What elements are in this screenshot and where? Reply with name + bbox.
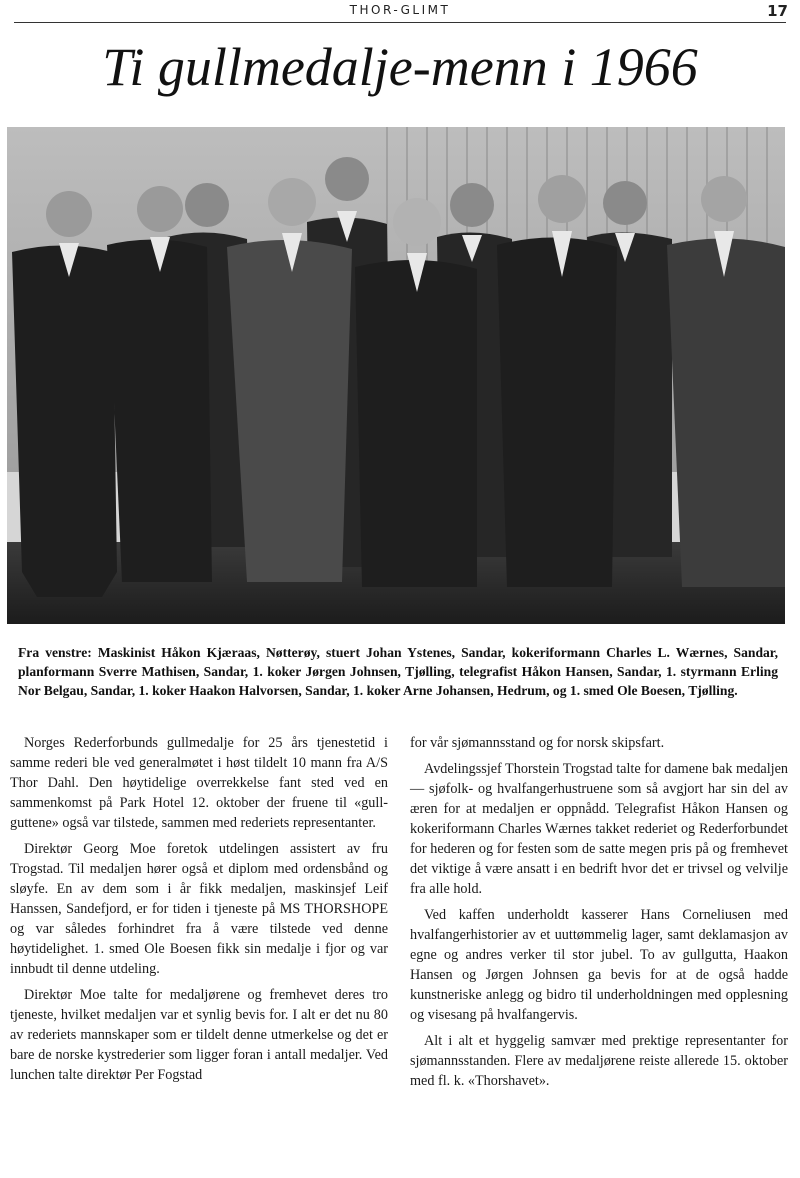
article-column-right [410,733,788,1097]
page-number: 17 [767,2,788,20]
page-header [0,0,800,24]
running-head: THOR-GLIMT [349,3,451,17]
paragraph: Avdelingssjef Thorstein Trogstad talte for damene bak medaljen — sjøfolk- og hvalfangerhustruene som så avgjort har sin del av æren for at medaljen er oppnådd. Telegrafist Håkon Hansen og kokeriformann Charles Wærnes takket rederiet og Rederforbundet for hederen og for festen som de satte megen pris på og fremhevet det viktige å være ansatt i en bedrift hvor det er trivsel og velvilje fra alle hold. [410,761,788,897]
paragraph-continuation: for vår sjømannsstand og for norsk skipsfart. [410,735,665,751]
group-photo [7,127,785,624]
paragraph: Direktør Moe talte for medaljørene og fremhevet deres tro tjeneste, hvilket medaljen var et synlig bevis for. I alt er det nu 80 av rederiets mannskaper som er tildelt denne utmerkelse og det er bare de norske kystrederier som ligger foran i antall medaljer. Ved lunchen talte direktør Per Fogstad [10,987,388,1083]
group-photo-icon [7,127,785,624]
article-title: Ti gullmedalje-menn i 1966 [102,37,698,97]
paragraph: Alt i alt et hyggelig samvær med prektige representanter for sjømannsstanden. Flere av medaljørene reiste allerede 15. oktober med fl. k. «Thorshavet». [410,1033,788,1089]
photo-caption: Fra venstre: Maskinist Håkon Kjæraas, Nøtterøy, stuert Johan Ystenes, Sandar, kokeriformann Charles L. Wærnes, Sandar, planformann Sverre Mathisen, Sandar, 1. koker Jørgen Johnsen, Tjølling, telegrafist Håkon Hansen, Sandar, 1. styrmann Erling Nor Belgau, Sandar, 1. koker Haakon Halvorsen, Sandar, 1. koker Arne Johansen, Hedrum, og 1. smed Ole Boesen, Tjølling. [18,645,778,698]
header-rule [14,22,786,23]
paragraph: Norges Rederforbunds gullmedalje for 25 års tjenestetid i samme rederi ble ved generalmøtet i høst tildelt 10 mann fra A/S Thor Dahl. Den høytidelige overrekkelse fant sted ved en sammenkomst på Park Hotel 12. oktober der fruene til «gull-guttene» også var tilstede, sammen med rederiets representanter. [10,735,388,831]
paragraph: Direktør Georg Moe foretok utdelingen assistert av fru Trogstad. Til medaljen hører også et diplom med ordensbånd og sløyfe. En av dem som i år fikk medaljen, maskinsjef Leif Hanssen, Sandefjord, er for tiden i tjeneste på MS THORSHOPE og var således forhindret fra å være tilstede ved denne høytidelighet. 1. smed Ole Boesen fikk sin medalje i fjor og var innbudt til denne utdeling. [10,841,388,977]
paragraph: Ved kaffen underholdt kasserer Hans Corneliusen med hvalfangerhistorier av et uuttømmelig lager, samt deklamasjon av egne og andres verker til stor jubel. To av gullgutta, Haakon Hansen og Jørgen Johnsen ga bevis for at de også hadde kunstneriske anlegg og bidro til underholdningen med opplesning og visesang på hvalfangervis. [410,907,788,1023]
article-column-left [10,733,388,1091]
